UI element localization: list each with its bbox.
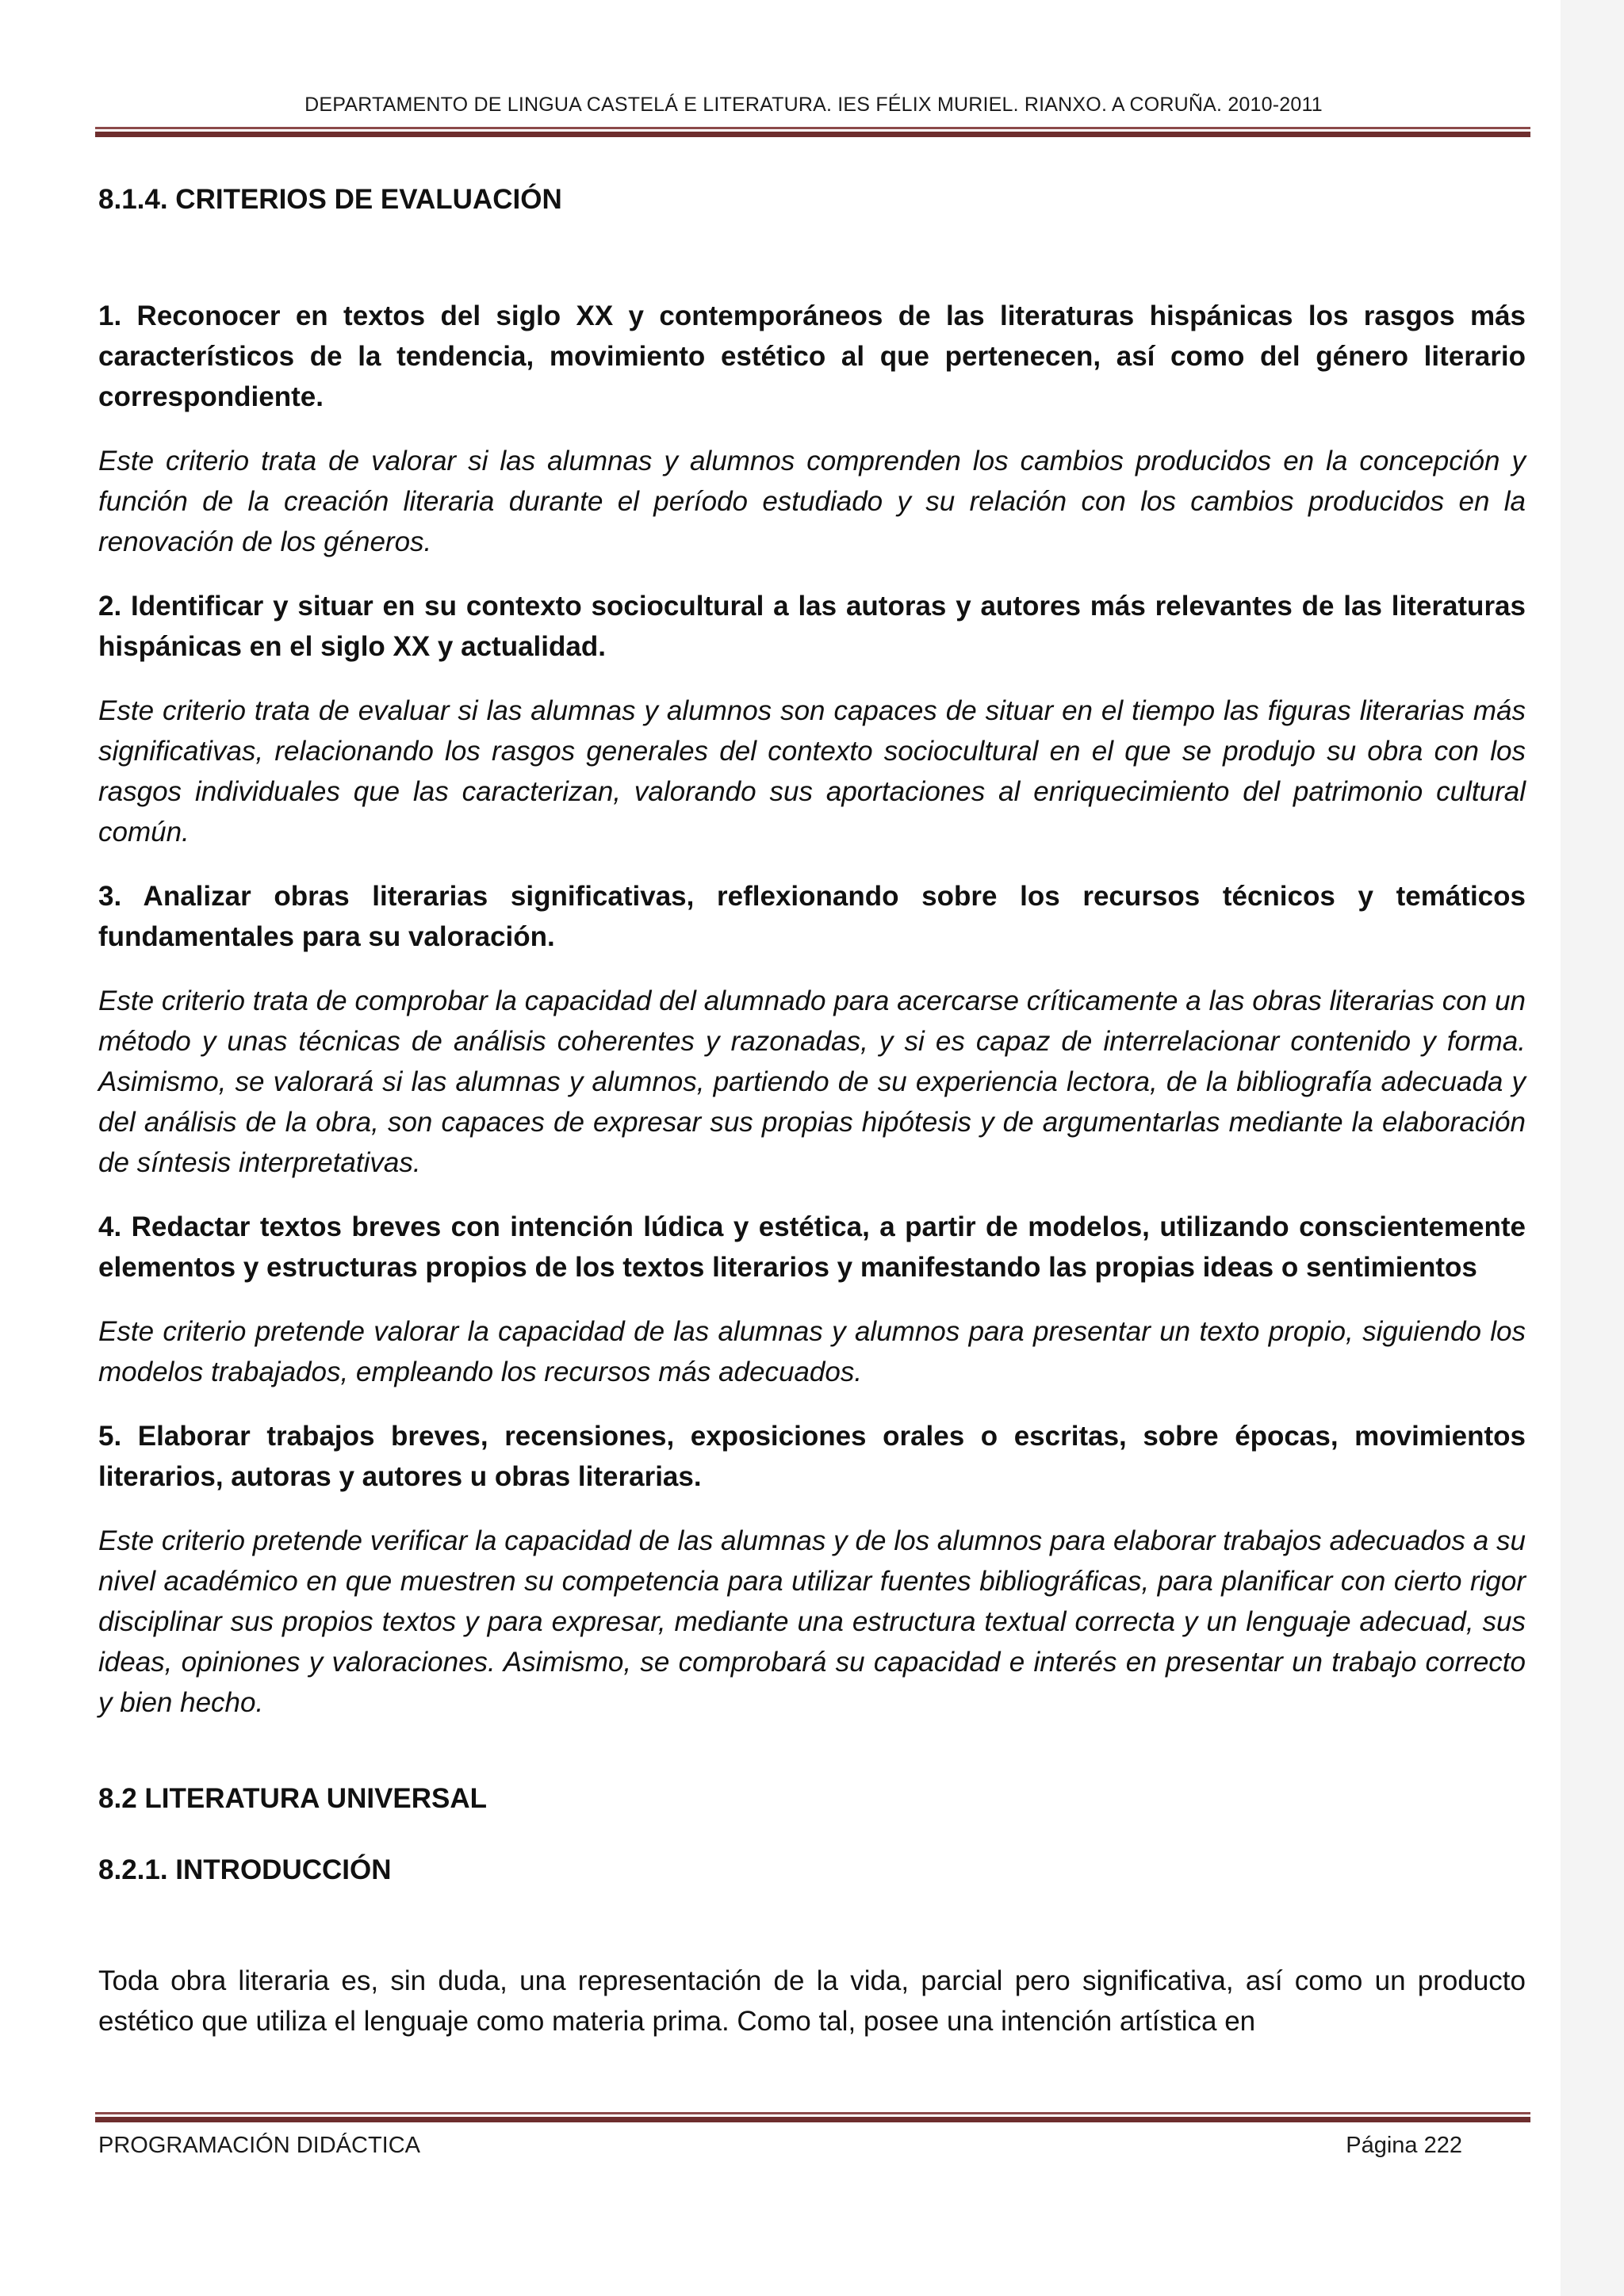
page-header: DEPARTAMENTO DE LINGUA CASTELÁ E LITERATURA. IES FÉLIX MURIEL. RIANXO. A CORUÑA. 2010-2011: [304, 94, 1323, 116]
footer-divider: [95, 2112, 1530, 2122]
footer-document-title: PROGRAMACIÓN DIDÁCTICA: [98, 2133, 421, 2158]
header-divider: [95, 127, 1530, 137]
criterion-1-heading: 1. Reconocer en textos del siglo XX y contemporáneos de las literaturas hispánicas los rasgos más característicos de la tendencia, movimiento estético al que pertenecen, así como del género literario correspondiente.: [98, 300, 1526, 412]
section-title: 8.1.4. CRITERIOS DE EVALUACIÓN: [98, 184, 562, 215]
criterion-4-description: Este criterio pretende valorar la capacidad de las alumnas y alumnos para presentar un texto propio, siguiendo los modelos trabajados, empleando los recursos más adecuados.: [98, 1316, 1526, 1387]
page-body: [98, 179, 1526, 2042]
criterion-3-description: Este criterio trata de comprobar la capacidad del alumnado para acercarse críticamente a las obras literarias con un método y unas técnicas de análisis coherentes y razonadas, y si es capaz de interrelacionar contenido y forma. Asimismo, se valorará si las alumnas y alumnos, partiendo de su experiencia lectora, de la bibliografía adecuada y del análisis de la obra, son capaces de expresar sus propias hipótesis y de argumentarlas mediante la elaboración de síntesis interpretativas.: [98, 985, 1526, 1178]
section-2-title: 8.2 LITERATURA UNIVERSAL: [98, 1783, 488, 1814]
criterion-4-heading: 4. Redactar textos breves con intención lúdica y estética, a partir de modelos, utilizando conscientemente elementos y estructuras propios de los textos literarios y manifestando las propias ideas o sentimientos: [98, 1211, 1526, 1283]
section-2-subtitle: 8.2.1. INTRODUCCIÓN: [98, 1854, 392, 1885]
criterion-5-description: Este criterio pretende verificar la capacidad de las alumnas y de los alumnos para elaborar trabajos adecuados a su nivel académico en que muestren su competencia para utilizar fuentes bibliográficas, para planificar con cierto rigor disciplinar sus propios textos y para expresar, mediante una estructura textual correcta y un lenguaje adecuad, sus ideas, opiniones y valoraciones. Asimismo, se comprobará su capacidad e interés en presentar un trabajo correcto y bien hecho.: [98, 1525, 1526, 1718]
intro-paragraph: Toda obra literaria es, sin duda, una representación de la vida, parcial pero significativa, así como un producto estético que utiliza el lenguaje como materia prima. Como tal, posee una intención artística en: [98, 1965, 1526, 2037]
criterion-1-description: Este criterio trata de valorar si las alumnas y alumnos comprenden los cambios producidos en la concepción y función de la creación literaria durante el período estudiado y su relación con los cambios producidos en la renovación de los géneros.: [98, 446, 1526, 557]
criterion-5-heading: 5. Elaborar trabajos breves, recensiones, exposiciones orales o escritas, sobre épocas, movimientos literarios, autoras y autores u obras literarias.: [98, 1421, 1526, 1492]
criterion-2-description: Este criterio trata de evaluar si las alumnas y alumnos son capaces de situar en el tiempo las figuras literarias más significativas, relacionando los rasgos generales del contexto sociocultural en el que se produjo su obra con los rasgos individuales que las caracterizan, valorando sus aportaciones al enriquecimiento del patrimonio cultural común.: [98, 695, 1526, 848]
criterion-3-heading: 3. Analizar obras literarias significativas, reflexionando sobre los recursos técnicos y temáticos fundamentales para su valoración.: [98, 881, 1526, 952]
footer-page-number: Página 222: [1346, 2133, 1462, 2158]
criterion-2-heading: 2. Identificar y situar en su contexto sociocultural a las autoras y autores más relevantes de las literaturas hispánicas en el siglo XX y actualidad.: [98, 591, 1526, 662]
